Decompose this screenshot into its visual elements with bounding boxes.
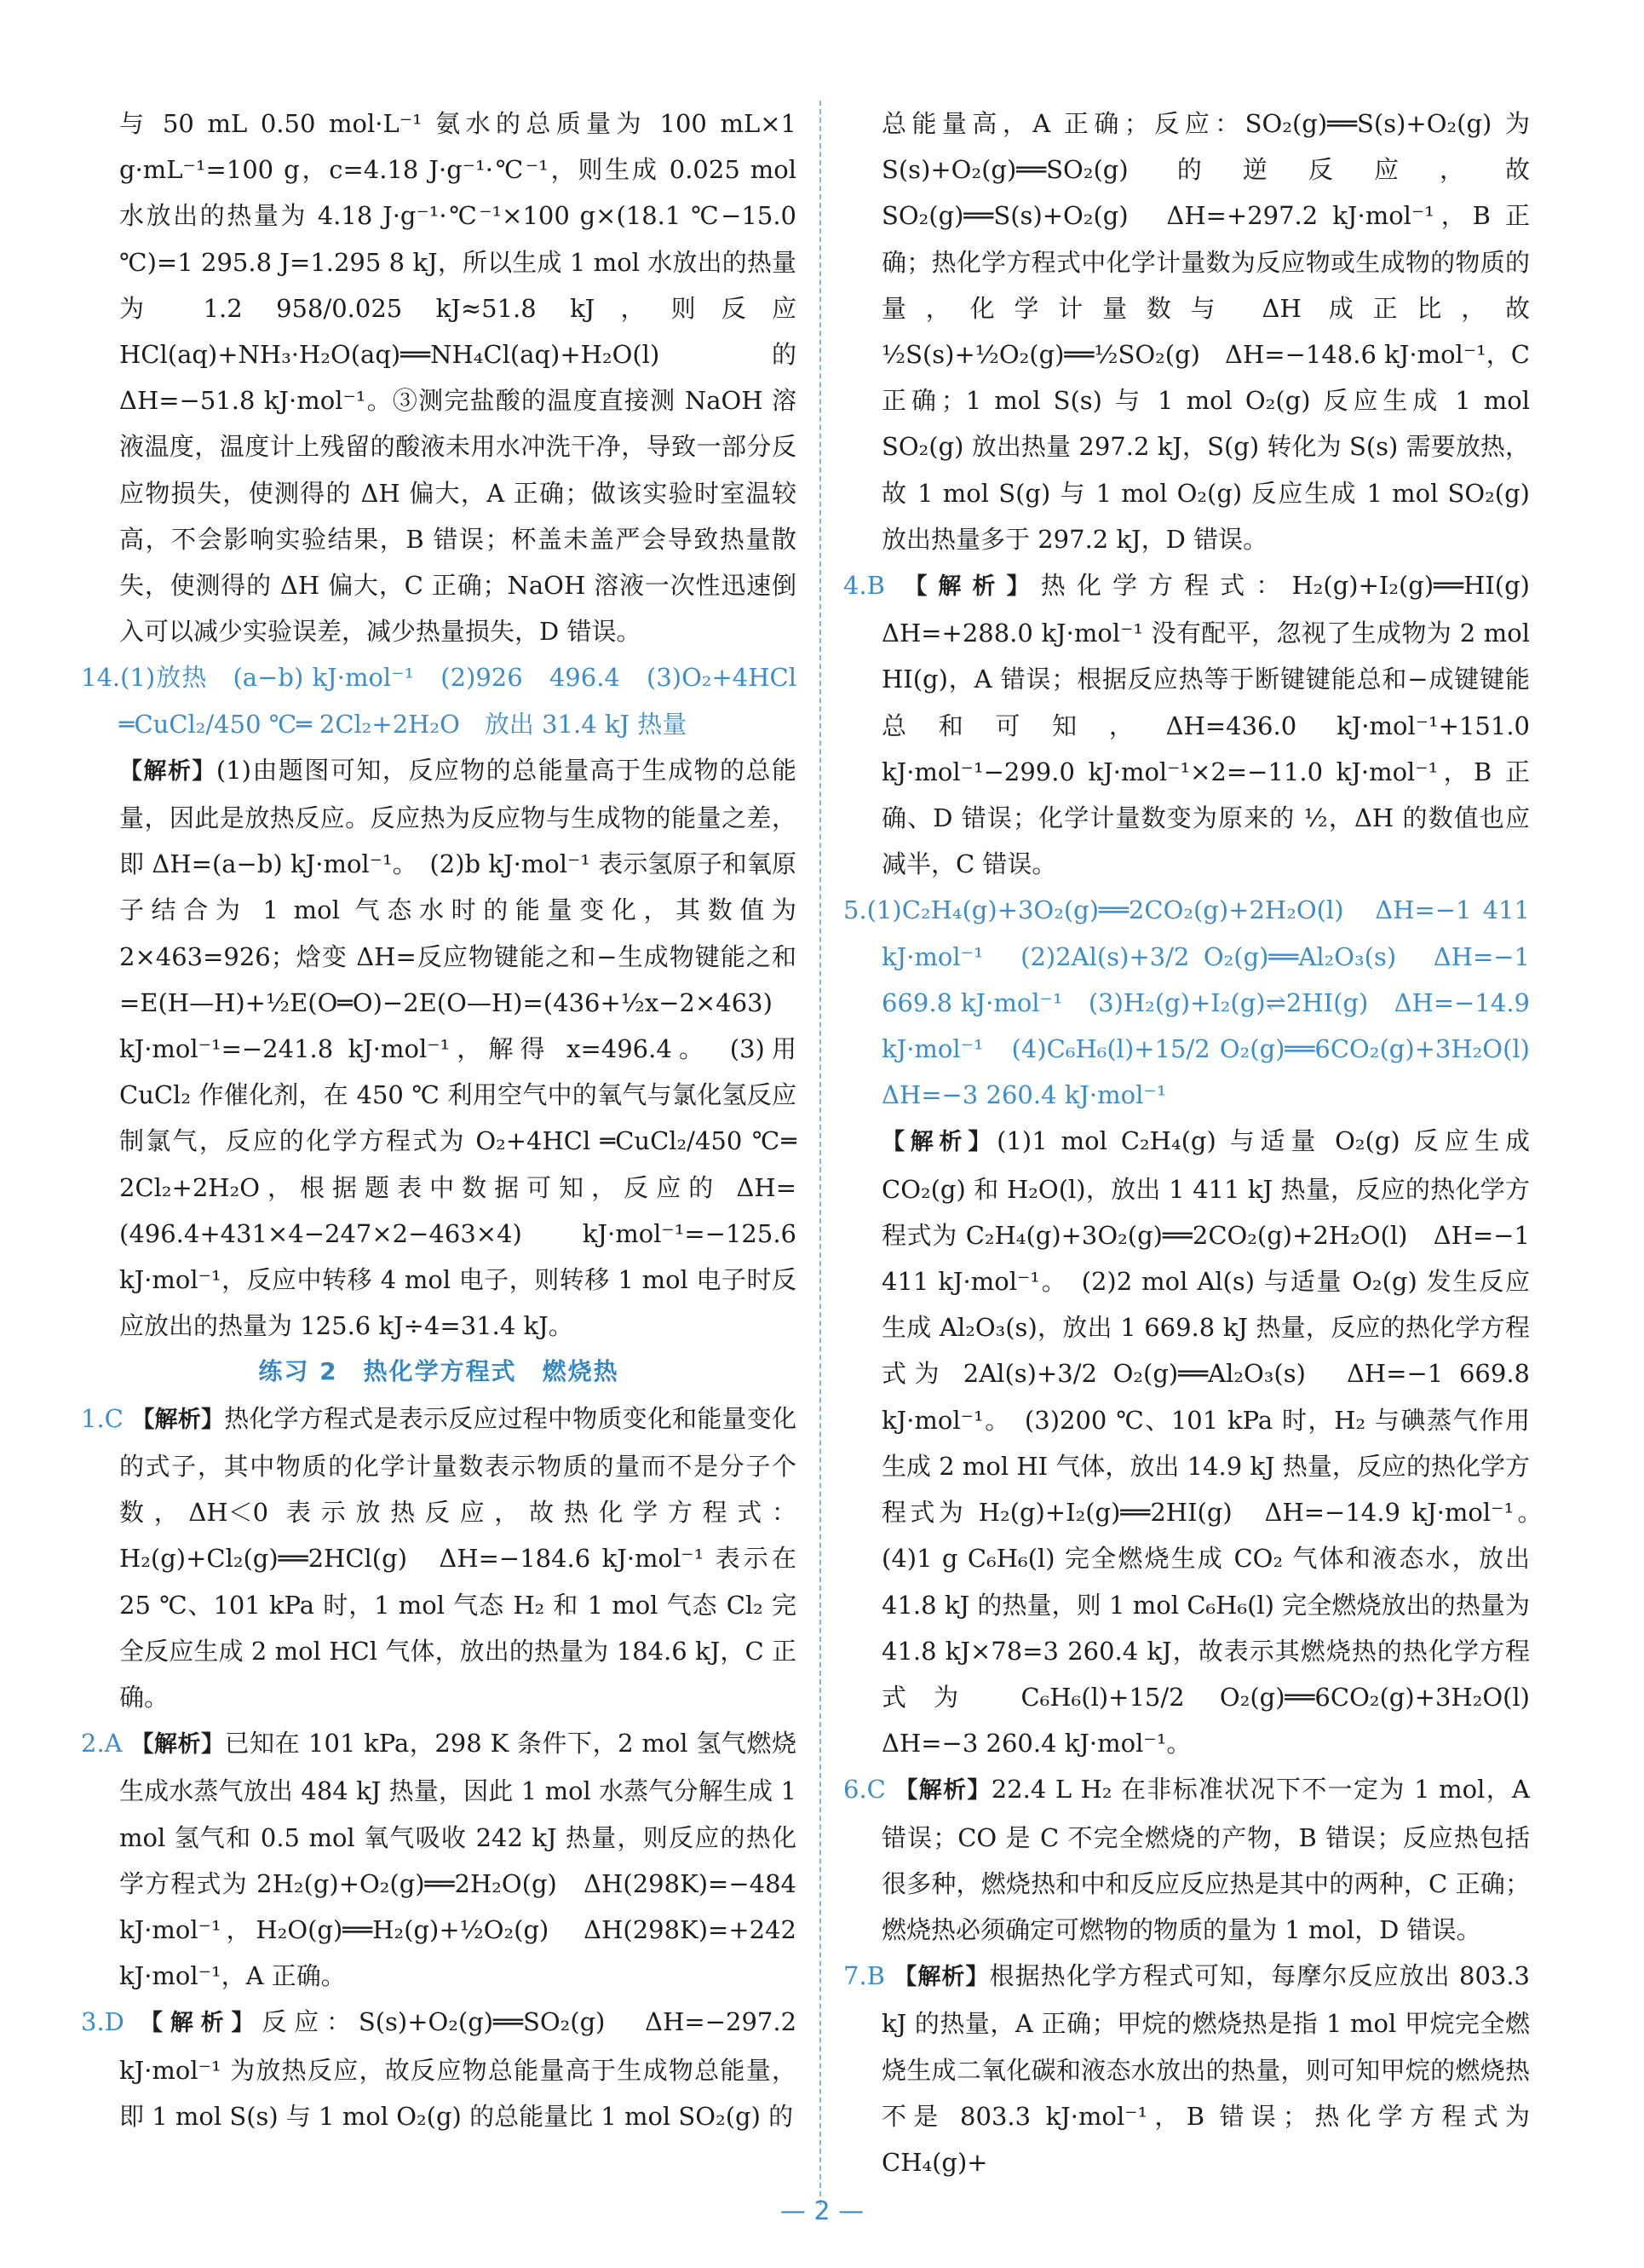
paragraph-continuation: 总能量高，A 正确；反应：SO₂(g)══S(s)+O₂(g) 为 S(s)+O₂(g)══SO₂(g) 的逆反应，故 SO₂(g)══S(s)+O₂(g) ΔH=+297.2 kJ·mol⁻¹，B 正确；热化学方程式中化学计量数为反应物或生成物的物质的量，化学计量数与 ΔH 成正比，故 ½S(s)+½O₂(g)══½SO₂(g) ΔH=−148.6 kJ·mol⁻¹，C 正确；1 mol S(s) 与 1 mol O₂(g) 反应生成 1 mol SO₂(g) 放出热量 297.2 kJ，S(g) 转化为 S(s) 需要放热，故 1 mol S(g) 与 1 mol O₂(g) 反应生成 1 mol SO₂(g) 放出热量多于 297.2 kJ，D 错误。 [882, 109, 1530, 554]
question-3 [81, 1999, 796, 2139]
choice: A [104, 1729, 123, 1759]
analysis-tag: 【解析】 [894, 1964, 990, 1991]
answer-14 [81, 654, 796, 746]
analysis-tag: 【解析】 [119, 757, 216, 785]
question-4 [843, 562, 1555, 887]
paragraph-continuation: 与 50 mL 0.50 mol·L⁻¹ 氨水的总质量为 100 mL×1 g·mL⁻¹=100 g，c=4.18 J·g⁻¹·℃⁻¹，则生成 0.025 mol 水放出的热量为 4.18 J·g⁻¹·℃⁻¹×100 g×(18.1 ℃−15.0 ℃)=1 295.8 J=1.295 8 kJ，所以生成 1 mol 水放出的热量为 1.2 958/0.025 kJ≈51.8 kJ，则反应 HCl(aq)+NH₃·H₂O(aq)══NH₄Cl(aq)+H₂O(l) 的 ΔH=−51.8 kJ·mol⁻¹。③测完盐酸的温度直接测 NaOH 溶液温度，温度计上残留的酸液未用水冲洗干净，导致一部分反应物损失，使测得的 ΔH 偏大，A 正确；做该实验时室温较高，不会影响实验结果，B 错误；杯盖未盖严会导致热量散失，使测得的 ΔH 偏大，C 正确；NaOH 溶液一次性迅速倒入可以减少实验误差，减少热量损失，D 错误。 [119, 109, 796, 647]
right-column [843, 101, 1555, 2185]
choice: B [866, 571, 885, 601]
question-6 [843, 1766, 1530, 1953]
question-number: 14. [81, 663, 121, 693]
analysis-text: (1)1 mol C₂H₄(g) 与适量 O₂(g) 反应生成 CO₂(g) 和 H₂O(l)，放出 1 411 kJ 热量，反应的热化学方程式为 C₂H₄(g)+3O₂(g)══2CO₂(g)+2H₂O(l) ΔH=−1 411 kJ·mol⁻¹。 (2)2 mol Al(s) 与适量 O₂(g) 发生反应生成 Al₂O₃(s)，放出 1 669.8 kJ 热量，反应的热化学方程式为 2Al(s)+3/2 O₂(g)══Al₂O₃(s) ΔH=−1 669.8 kJ·mol⁻¹。 (3)200 ℃、101 kPa 时，H₂ 与碘蒸气作用生成 2 mol HI 气体，放出 14.9 kJ 热量，反应的热化学方程式为 H₂(g)+I₂(g)══2HI(g) ΔH=−14.9 kJ·mol⁻¹。 (4)1 g C₆H₆(l) 完全燃烧生成 CO₂ 气体和液态水，放出 41.8 kJ 的热量，则 1 mol C₆H₆(l) 完全燃烧放出的热量为 41.8 kJ×78=3 260.4 kJ，故表示其燃烧热的热化学方程式为 C₆H₆(l)+15/2 O₂(g)══6CO₂(g)+3H₂O(l) ΔH=−3 260.4 kJ·mol⁻¹。 [882, 1126, 1555, 1759]
choice: B [866, 1961, 885, 1991]
analysis-tag: 【解析】 [140, 2010, 262, 2037]
question-number: 1. [81, 1403, 105, 1433]
analysis-text: 热化学方程式：H₂(g)+I₂(g)══HI(g) ΔH=+288.0 kJ·mol⁻¹ 没有配平，忽视了生成物为 2 mol HI(g)，A 错误；根据反应热等于断键键能总和−成键键能总和可知，ΔH=436.0 kJ·mol⁻¹+151.0 kJ·mol⁻¹−299.0 kJ·mol⁻¹×2=−11.0 kJ·mol⁻¹，B 正确、D 错误；化学计量数变为原来的 ½，ΔH 的数值也应减半，C 错误。 [882, 571, 1555, 879]
analysis-text: 热化学方程式是表示反应过程中物质变化和能量变化的式子，其中物质的化学计量数表示物质的量而不是分子个数，ΔH＜0 表示放热反应，故热化学方程式：H₂(g)+Cl₂(g)══2HCl(g) ΔH=−184.6 kJ·mol⁻¹ 表示在 25 ℃、101 kPa 时，1 mol 气态 H₂ 和 1 mol 气态 Cl₂ 完全反应生成 2 mol HCl 气体，放出的热量为 184.6 kJ，C 正确。 [119, 1403, 796, 1712]
section-title: 练习 2 热化学方程式 燃烧热 [258, 1357, 619, 1386]
analysis-tag: 【解析】 [904, 573, 1041, 601]
analysis-text: (1)由题图可知，反应物的总能量高于生成物的总能量，因此是放热反应。反应热为反应物与生成物的能量之差，即 ΔH=(a−b) kJ·mol⁻¹。 (2)b kJ·mol⁻¹ 表示氢原子和氧原子结合为 1 mol 气态水时的能量变化，其数值为 2×463=926；焓变 ΔH=反应物键能之和−生成物键能之和=E(H—H)+½E(O═O)−2E(O—H)=(436+½x−2×463) kJ·mol⁻¹=−241.8 kJ·mol⁻¹，解得 x=496.4。 (3)用 CuCl₂ 作催化剂，在 450 ℃ 利用空气中的氧气与氯化氢反应制氯气，反应的化学方程式为 O₂+4HCl ═CuCl₂/450 ℃═ 2Cl₂+2H₂O，根据题表中数据可知，反应的 ΔH=(496.4+431×4−247×2−463×4) kJ·mol⁻¹=−125.6 kJ·mol⁻¹，反应中转移 4 mol 电子，则转移 1 mol 电子时反应放出的热量为 125.6 kJ÷4=31.4 kJ。 [119, 755, 796, 1341]
question-number: 4. [843, 571, 867, 601]
question-2 [81, 1720, 796, 1999]
answer-text: (1)放热 (a−b) kJ·mol⁻¹ (2)926 496.4 (3)O₂+4HCl ═CuCl₂/450 ℃═ 2Cl₂+2H₂O 放出 31.4 kJ 热量 [119, 663, 796, 739]
page-number: — 2 — [779, 2196, 865, 2226]
choice: D [104, 2007, 124, 2037]
analysis-text: 根据热化学方程式可知，每摩尔反应放出 803.3 kJ 的热量，A 正确；甲烷的燃烧热是指 1 mol 甲烷完全燃烧生成二氧化碳和液态水放出的热量，则可知甲烷的燃烧热不是 803.3 kJ·mol⁻¹，B 错误；热化学方程式为 CH₄(g)+ [882, 1961, 1531, 2177]
answer-text: (1)C₂H₄(g)+3O₂(g)══2CO₂(g)+2H₂O(l) ΔH=−1 411 kJ·mol⁻¹ (2)2Al(s)+3/2 O₂(g)══Al₂O₃(s) ΔH=−1 669.8 kJ·mol⁻¹ (3)H₂(g)+I₂(g)⇌2HI(g) ΔH=−14.9 kJ·mol⁻¹ (4)C₆H₆(l)+15/2 O₂(g)══6CO₂(g)+3H₂O(l) ΔH=−3 260.4 kJ·mol⁻¹ [866, 895, 1555, 1110]
choice: C [104, 1403, 124, 1433]
choice: C [866, 1775, 886, 1805]
question-number: 2. [81, 1729, 105, 1759]
analysis-tag: 【解析】 [894, 1777, 992, 1805]
analysis-tag: 【解析】 [882, 1129, 997, 1156]
question-number: 7. [843, 1961, 867, 1991]
analysis-text: 已知在 101 kPa，298 K 条件下，2 mol 氢气燃烧生成水蒸气放出 484 kJ 热量，因此 1 mol 水蒸气分解生成 1 mol 氢气和 0.5 mol 氧气吸收 242 kJ 热量，则反应的热化学方程式为 2H₂(g)+O₂(g)══2H₂O(g) ΔH(298K)=−484 kJ·mol⁻¹，H₂O(g)══H₂(g)+½O₂(g) ΔH(298K)=+242 kJ·mol⁻¹，A 正确。 [119, 1729, 797, 1991]
column-divider [819, 101, 821, 2205]
analysis-14 [81, 747, 796, 1350]
question-number: 3. [81, 2007, 105, 2037]
question-number: 6. [843, 1775, 867, 1805]
answer-5 [843, 887, 1555, 1118]
analysis-text: 反应：S(s)+O₂(g)══SO₂(g) ΔH=−297.2 kJ·mol⁻¹ 为放热反应，故反应物总能量高于生成物总能量，即 1 mol S(s) 与 1 mol O₂(g) 的总能量比 1 mol SO₂(g) 的 [119, 2007, 797, 2131]
question-7 [843, 1953, 1530, 2185]
question-1 [81, 1396, 796, 1720]
analysis-text: 22.4 L H₂ 在非标准状况下不一定为 1 mol，A 错误；CO 是 C 不完全燃烧的产物，B 错误；反应热包括很多种，燃烧热和中和反应反应热是其中的两种，C 正确；燃烧热必须确定可燃物的物质的量为 1 mol，D 错误。 [882, 1775, 1531, 1944]
analysis-tag: 【解析】 [130, 1731, 225, 1759]
left-column [81, 101, 796, 2139]
analysis-tag: 【解析】 [131, 1406, 225, 1433]
question-number: 5. [843, 895, 867, 925]
analysis-5 [843, 1118, 1555, 1766]
